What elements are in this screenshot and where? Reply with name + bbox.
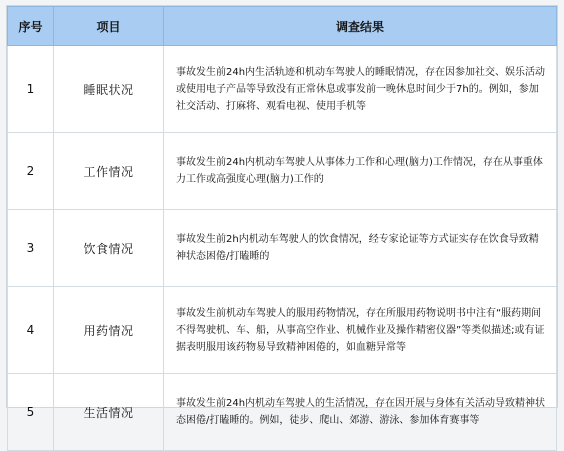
table-row (8, 374, 557, 451)
row-item: 睡眠状况 (54, 46, 164, 133)
investigation-table-card (6, 5, 558, 426)
row-result: 事故发生前机动车驾驶人的服用药物情况，存在所服用药物说明书中注有“服药期间不得驾驶机、车、船，从事高空作业、机械作业及操作精密仪器”等类似描述;或有证据表明服用该药物易导致精神困倦的，如血糖异常等 (164, 287, 557, 374)
table-row (8, 210, 557, 287)
table-header-row (8, 7, 557, 46)
row-number: 2 (8, 133, 54, 210)
table-row (8, 287, 557, 374)
row-number: 5 (8, 374, 54, 451)
row-item: 饮食情况 (54, 210, 164, 287)
row-result: 事故发生前2h内机动车驾驶人的饮食情况，经专家论证等方式证实存在饮食导致精神状态困倦/打瞌睡的 (164, 210, 557, 287)
row-result: 事故发生前24h内生活轨迹和机动车驾驶人的睡眠情况，存在因参加社交、娱乐活动或使用电子产品等导致没有正常休息或事发前一晚休息时间少于7h的。例如，参加社交活动、打麻将、观看电视、使用手机等 (164, 46, 557, 133)
row-result: 事故发生前24h内机动车驾驶人从事体力工作和心理(脑力)工作情况，存在从事重体力工作或高强度心理(脑力)工作的 (164, 133, 557, 210)
row-item: 生活情况 (54, 374, 164, 451)
header-result: 调查结果 (164, 7, 557, 46)
table-row (8, 46, 557, 133)
row-number: 3 (8, 210, 54, 287)
table-row (8, 133, 557, 210)
row-result: 事故发生前24h内机动车驾驶人的生活情况，存在因开展与身体有关活动导致精神状态困倦/打瞌睡的。例如，徒步、爬山、郊游、游泳、参加体育赛事等 (164, 374, 557, 451)
row-number: 1 (8, 46, 54, 133)
row-number: 4 (8, 287, 54, 374)
header-item: 项目 (54, 7, 164, 46)
investigation-table (7, 6, 557, 451)
header-number: 序号 (8, 7, 54, 46)
row-item: 用药情况 (54, 287, 164, 374)
row-item: 工作情况 (54, 133, 164, 210)
